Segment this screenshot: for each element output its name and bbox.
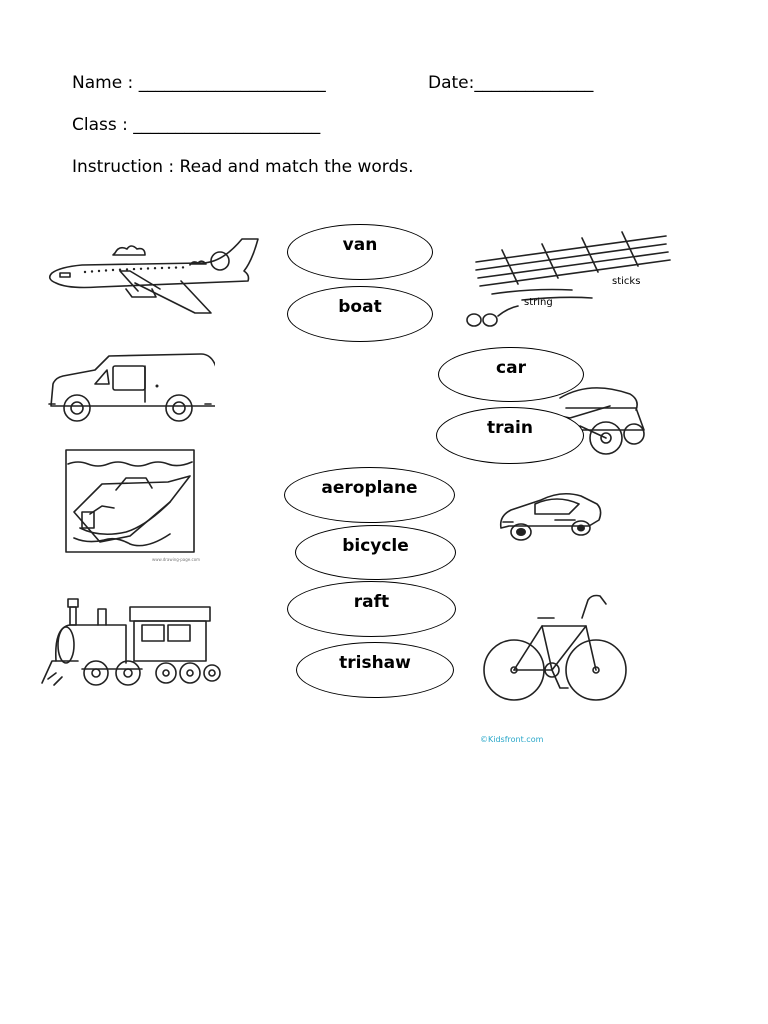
credit-text: ©Kidsfront.com (480, 735, 544, 744)
word-bicycle[interactable] (295, 525, 456, 580)
boat-icon (60, 448, 200, 568)
svg-text:www.drawing-page.com: www.drawing-page.com (152, 557, 200, 562)
word-train-label: train (487, 418, 533, 438)
instruction-text: Instruction : Read and match the words. (72, 157, 414, 177)
word-raft-label: raft (353, 592, 390, 612)
word-trishaw-label: trishaw (339, 653, 411, 673)
word-aeroplane-label: aeroplane (321, 478, 418, 498)
date-line: Date:______________ (428, 73, 594, 93)
word-train[interactable] (436, 407, 584, 464)
word-boat[interactable] (287, 286, 433, 342)
aeroplane-icon (40, 225, 265, 330)
van-icon (45, 350, 215, 425)
class-line: Class : ______________________ (72, 115, 321, 135)
word-van[interactable] (287, 224, 433, 280)
word-boat-label: boat (338, 297, 382, 317)
word-car-label: car (496, 358, 526, 378)
bicycle-icon (478, 588, 633, 713)
word-trishaw[interactable] (296, 642, 454, 698)
word-van-label: van (342, 235, 378, 255)
train-icon (38, 595, 223, 695)
name-line: Name : ______________________ (72, 73, 326, 93)
word-raft[interactable] (287, 581, 456, 637)
word-car[interactable] (438, 347, 584, 402)
car-icon (495, 482, 605, 552)
raft-sticks-label: sticks (612, 276, 641, 287)
raft-icon (462, 222, 687, 347)
word-bicycle-label: bicycle (342, 536, 409, 556)
raft-string-label: string (524, 297, 553, 308)
word-aeroplane[interactable] (284, 467, 455, 523)
